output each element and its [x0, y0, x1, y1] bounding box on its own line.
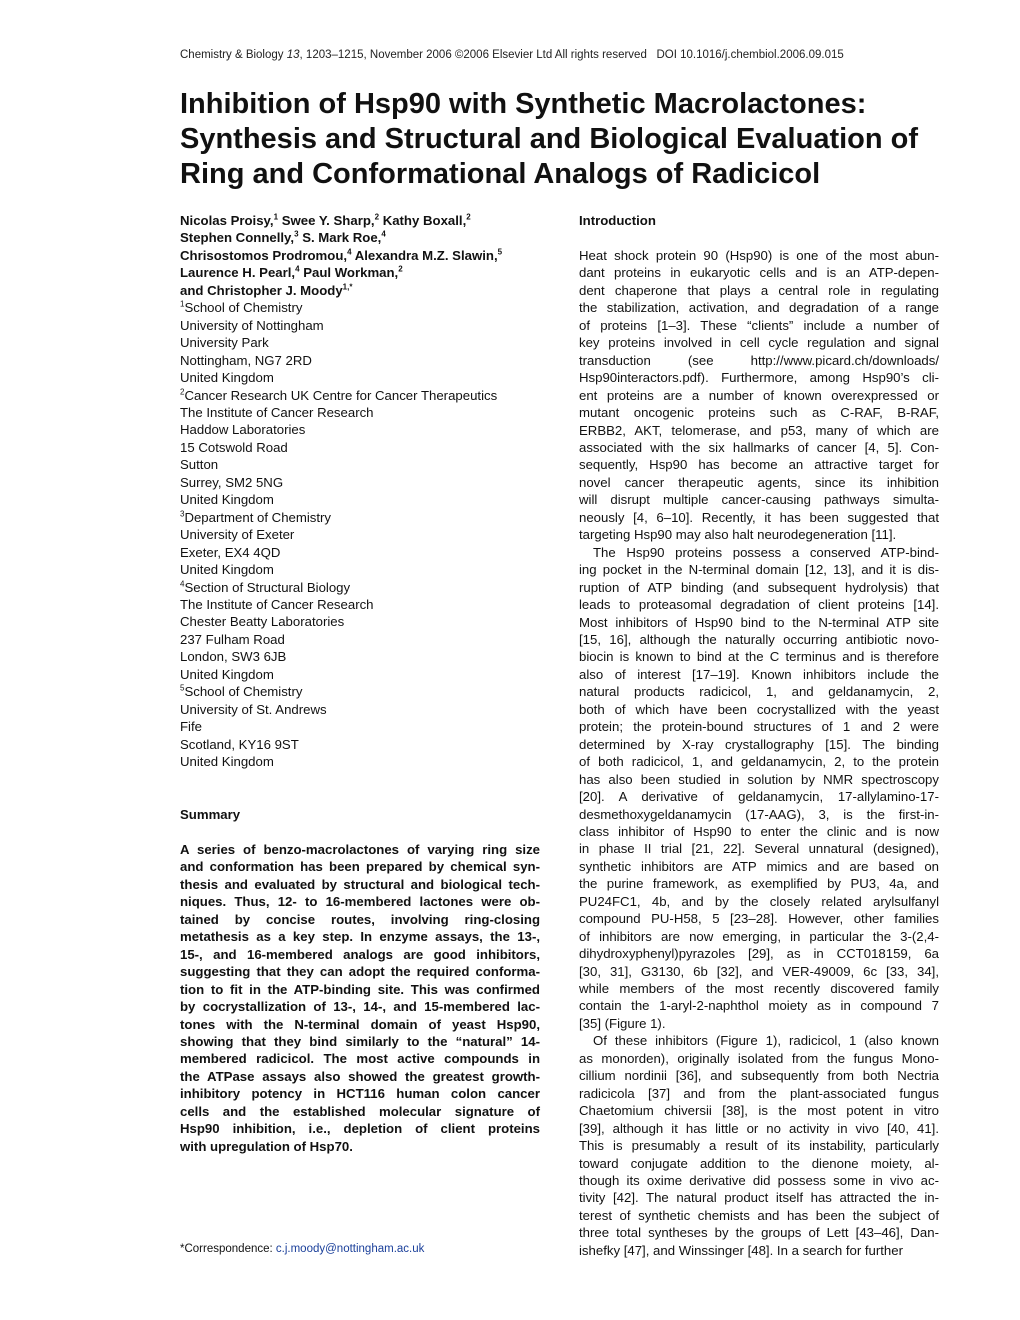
affiliation-text: School of Chemistry: [184, 684, 303, 700]
affiliation-text: Scotland, KY16 9ST: [180, 736, 299, 752]
affiliation-text: Section of Structural Biology: [184, 579, 351, 595]
left-column: [180, 212, 540, 1255]
text-line: showing that they bind similarly to the “natural” 14-: [180, 1033, 540, 1049]
text-line: by cocrystallization of 13-, 14-, and 15-membered lac-: [180, 999, 540, 1015]
text-line: class inhibitor of Hsp90 to enter the clinic and is now: [579, 823, 939, 839]
introduction-text: [579, 247, 939, 1259]
affiliation-text: United Kingdom: [180, 562, 274, 578]
affiliation-text: United Kingdom: [180, 666, 274, 682]
text-line: of both radicicol, 1, and geldanamycin, 2, to the protein: [579, 754, 939, 770]
author-name: and Christopher J. Moody: [180, 282, 343, 298]
text-line: leads to proteasomal degradation of client proteins [14].: [579, 597, 939, 613]
affiliation-text: Surrey, SM2 5NG: [180, 474, 284, 490]
affiliation-number: 2: [180, 387, 185, 397]
author-name: Laurence H. Pearl,: [180, 265, 296, 281]
affiliation-line: [180, 666, 540, 683]
affiliation-line: [180, 596, 540, 613]
text-line: 15-, and 16-membered analogs are good inhibitors,: [180, 946, 540, 962]
text-line: desmethoxygeldanamycin (17-AAG), 3, is the first-in-: [579, 806, 939, 822]
affiliation-text: Fife: [180, 719, 202, 735]
text-line: This is presumably a result of its instability, particularly: [579, 1138, 939, 1154]
text-line: [15, 16], although the naturally occurring antibiotic novo-: [579, 631, 939, 647]
text-line: [20]. A derivative of geldanamycin, 17-allylamino-17-: [579, 789, 939, 805]
affiliation-line: [180, 718, 540, 735]
running-header: [180, 49, 940, 61]
affiliation-text: Nottingham, NG7 2RD: [180, 352, 312, 368]
affiliation-text: London, SW3 6JB: [180, 649, 287, 665]
text-line: with upregulation of Hsp70.: [180, 1138, 353, 1154]
affiliation-text: United Kingdom: [180, 754, 274, 770]
affiliation-text: The Institute of Cancer Research: [180, 404, 374, 420]
correspondence-label: *Correspondence:: [180, 1243, 276, 1255]
citation-details: , 1203–1215, November 2006 ©2006 Elsevier Ltd All rights reserved: [299, 49, 647, 61]
affiliation-text: Haddow Laboratories: [180, 422, 306, 438]
author-name: Swee Y. Sharp,: [281, 213, 375, 228]
affiliation-text: 237 Fulham Road: [180, 631, 285, 647]
text-line: contain the 1-aryl-2-naphthol moiety as in compound 7: [579, 998, 939, 1014]
text-line: in phase II trial [21, 22]. Several unnatural (designed),: [579, 841, 939, 857]
text-line: three total syntheses by the groups of Lett [43–46], Dan-: [579, 1225, 939, 1241]
text-line: ing pocket in the N-terminal domain [12, 13], and it is dis-: [579, 562, 939, 578]
affiliation-line: [180, 387, 540, 404]
text-line: synthetic inhibitors are ATP mimics and are based on: [579, 858, 939, 874]
affiliation-text: Exeter, EX4 4QD: [180, 544, 281, 560]
text-line: PU24FC1, 4b, and by the closely related arylsulfanyl: [579, 893, 939, 909]
affiliation-line: [180, 421, 540, 438]
text-line: sequently, Hsp90 has become an attractive target for: [579, 457, 939, 473]
text-line: inhibitory potency in HCT116 human colon cancer: [180, 1086, 540, 1102]
affiliation-line: [180, 544, 540, 561]
text-line: niques. Thus, 12- to 16-membered lactones were ob-: [180, 894, 540, 910]
text-line: and conformation has been prepared by chemical syn-: [180, 859, 540, 875]
text-line: toward conjugate addition to the dienone moiety, al-: [579, 1155, 939, 1171]
affiliation-line: [180, 439, 540, 456]
summary-text: [180, 841, 540, 1155]
affiliation-text: United Kingdom: [180, 370, 274, 386]
text-line: terest of synthetic chemists and has been the subject of: [579, 1207, 939, 1223]
affiliation-line: [180, 561, 540, 578]
text-line: ruption of ATP binding (and subsequent hydrolysis) that: [579, 579, 939, 595]
text-line: of proteins [1–3]. These “clients” include a number of: [579, 317, 939, 333]
affiliation-line: [180, 701, 540, 718]
affiliation-text: University of Exeter: [180, 527, 295, 543]
affiliation-line: [180, 509, 540, 526]
affiliation-list: [180, 299, 540, 770]
text-line: cillium nordinii [36], and subsequently from both Nectria: [579, 1068, 939, 1084]
text-line: determined by X-ray crystallography [15]. The binding: [579, 736, 939, 752]
text-line: of inhibitors are now emerging, in particular the 3-(2,4-: [579, 928, 939, 944]
text-line: key proteins involved in cell cycle regulation and signal: [579, 335, 939, 351]
journal-name: Chemistry & Biology: [180, 49, 284, 61]
introduction-heading: Introduction: [579, 213, 656, 228]
affiliation-text: School of Chemistry: [184, 300, 303, 316]
text-line: the ATPase assays also showed the greatest growth-: [180, 1068, 540, 1084]
affiliation-text: Chester Beatty Laboratories: [180, 614, 345, 630]
text-line: Hsp90 inhibition, i.e., depletion of client proteins: [180, 1121, 540, 1137]
text-line: biocin is known to bind at the C terminus and is therefore: [579, 649, 939, 665]
text-line: dent chaperone that plays a central role in regulating: [579, 282, 939, 298]
affiliation-line: [180, 736, 540, 753]
text-line: cells and the established molecular signature of: [180, 1103, 540, 1119]
text-line: tivity [42]. The natural product itself has attracted the in-: [579, 1190, 939, 1206]
text-line: Heat shock protein 90 (Hsp90) is one of the most abun-: [579, 248, 939, 263]
text-line: suggesting that they can adopt the required conforma-: [180, 964, 540, 980]
affiliation-number: 5: [180, 683, 185, 693]
affiliation-text: University Park: [180, 335, 269, 351]
affiliation-line: [180, 369, 540, 386]
affiliation-line: [180, 404, 540, 421]
text-line: thesis and evaluated by structural and biological tech-: [180, 876, 540, 892]
doi: DOI 10.1016/j.chembiol.2006.09.015: [656, 49, 844, 61]
text-line: will disrupt multiple cancer-causing pathways simulta-: [579, 492, 939, 508]
author-list: [180, 212, 540, 299]
author-name: S. Mark Roe,: [302, 230, 382, 246]
article-title: Inhibition of Hsp90 with Synthetic Macrolactones: Synthesis and Structural and Biological Evaluation of Ring and Conformational Analogs of Radicicol: [180, 88, 919, 190]
text-line: associated with the six hallmarks of cancer [4, 5]. Con-: [579, 439, 939, 455]
text-line: tion to fit in the ATP-binding site. This was confirmed: [180, 981, 540, 997]
text-line: tones with the N-terminal domain of yeast Hsp90,: [180, 1016, 540, 1032]
text-line: The Hsp90 proteins possess a conserved ATP-bind-: [593, 544, 939, 560]
author-affiliation-mark: 2: [398, 264, 403, 274]
affiliation-line: [180, 648, 540, 665]
text-line: the purine framework, as exemplified by PU3, 4a, and: [579, 876, 939, 892]
text-line: ERBB2, AKT, telomerase, and p53, many of which are: [579, 422, 939, 438]
author-affiliation-mark: 2: [374, 212, 380, 222]
text-line: mutant oncogenic proteins such as C-RAF, B-RAF,: [579, 405, 939, 421]
text-line: tained by concise routes, involving ring-closing: [180, 911, 540, 927]
affiliation-line: [180, 317, 540, 334]
author-affiliation-mark: 5: [497, 247, 503, 257]
author-affiliation-mark: 4: [347, 247, 352, 257]
text-line: novel cancer therapeutic agents, since its inhibition: [579, 474, 939, 490]
text-line: Hsp90interactors.pdf). Furthermore, among Hsp90’s cli-: [579, 370, 939, 386]
author-name: Alexandra M.Z. Slawin,: [354, 247, 498, 263]
text-line: Of these inhibitors (Figure 1), radicicol, 1 (also known: [593, 1033, 939, 1049]
correspondence-email-link[interactable]: c.j.moody@nottingham.ac.uk: [275, 1243, 425, 1255]
affiliation-line: [180, 491, 540, 508]
text-line: [39], although it has little or no activity in vivo [40, 41].: [579, 1120, 939, 1136]
affiliation-line: [180, 753, 540, 770]
affiliation-line: [180, 474, 540, 491]
text-line: membered radicicol. The most active compounds in: [180, 1051, 540, 1067]
affiliation-text: Cancer Research UK Centre for Cancer Therapeutics: [184, 387, 498, 403]
affiliation-line: [180, 526, 540, 543]
text-line: compound PU-H58, 5 [23–28]. However, other families: [579, 911, 939, 927]
affiliation-text: Department of Chemistry: [184, 509, 332, 525]
text-line: A series of benzo-macrolactones of varying ring size: [180, 842, 540, 857]
text-line: dihydroxyphenyl)pyrazoles [29], as in CCT018159, 6a: [579, 946, 939, 962]
affiliation-number: 3: [180, 509, 185, 519]
affiliation-line: [180, 352, 540, 369]
journal-volume: 13: [286, 49, 300, 61]
text-line: ishefky [47], and Winssinger [48]. In a search for further: [579, 1242, 903, 1258]
correspondence-note: [180, 1243, 424, 1255]
author-affiliation-mark: 4: [295, 264, 300, 274]
text-line: as monorden), originally isolated from the fungus Mono-: [579, 1050, 939, 1066]
text-line: targeting Hsp90 may also halt neurodegeneration [11].: [579, 527, 897, 543]
affiliation-text: University of St. Andrews: [180, 701, 327, 717]
author-name: Nicolas Proisy,: [180, 213, 274, 228]
text-line: while members of the most recently discovered family: [579, 981, 939, 997]
text-line: ent proteins are a number of known overexpressed or: [579, 387, 939, 403]
author-name: Paul Workman,: [303, 265, 399, 281]
text-line: the stabilization, activation, and degradation of a range: [579, 300, 939, 316]
text-line: dant proteins in eukaryotic cells and is an ATP-depen-: [579, 265, 939, 281]
author-name: Chrisostomos Prodromou,: [180, 247, 348, 263]
text-line: natural products radicicol, 1, and geldanamycin, 2,: [579, 684, 939, 700]
affiliation-line: [180, 456, 540, 473]
affiliation-line: [180, 613, 540, 630]
author-name: Stephen Connelly,: [180, 230, 295, 246]
text-line: both of which have been cocrystallized with the yeast: [579, 701, 939, 717]
summary-heading: Summary: [180, 807, 241, 822]
author-affiliation-mark: 3: [294, 230, 299, 240]
author-affiliation-mark: 1: [273, 212, 279, 222]
text-line: [30, 31], G3130, 6b [32], and VER-49009, 6c [33, 34],: [579, 963, 939, 979]
affiliation-line: [180, 683, 540, 700]
text-line: [35] (Figure 1).: [579, 1015, 666, 1031]
affiliation-line: [180, 579, 540, 596]
text-line: radicicola [37] and from the plant-associated fungus: [579, 1085, 939, 1101]
author-affiliation-mark: 1,*: [342, 282, 353, 292]
affiliation-number: 4: [180, 579, 185, 589]
affiliation-line: [180, 631, 540, 648]
affiliation-text: 15 Cotswold Road: [180, 439, 288, 455]
text-line: Chaetomium chiversii [38], is the most potent in vitro: [579, 1103, 939, 1119]
affiliation-number: 1: [180, 299, 185, 309]
text-line: has also been studied in solution by NMR spectroscopy: [579, 771, 939, 787]
affiliation-line: [180, 334, 540, 351]
text-line: protein; the protein-bound structures of 1 and 2 were: [579, 719, 939, 735]
affiliation-text: United Kingdom: [180, 492, 274, 508]
text-line: neously [4, 6–10]. Recently, it has been suggested that: [579, 509, 939, 525]
affiliation-text: The Institute of Cancer Research: [180, 596, 374, 612]
affiliation-line: [180, 299, 540, 316]
text-line: metathesis as a key step. In enzyme assays, the 13-,: [180, 929, 540, 945]
affiliation-text: University of Nottingham: [180, 317, 324, 333]
text-line: Most inhibitors of Hsp90 bind to the N-terminal ATP site: [579, 614, 939, 630]
affiliation-text: Sutton: [180, 457, 219, 473]
text-line: transduction (see http://www.picard.ch/downloads/: [579, 352, 939, 368]
author-affiliation-mark: 2: [466, 212, 471, 222]
author-affiliation-mark: 4: [381, 230, 386, 240]
text-line: also of interest [17–19]. Known inhibitors include the: [579, 666, 939, 682]
text-line: though its oxime derivative did possess some in vivo ac-: [579, 1173, 939, 1189]
author-name: Kathy Boxall,: [382, 213, 467, 228]
